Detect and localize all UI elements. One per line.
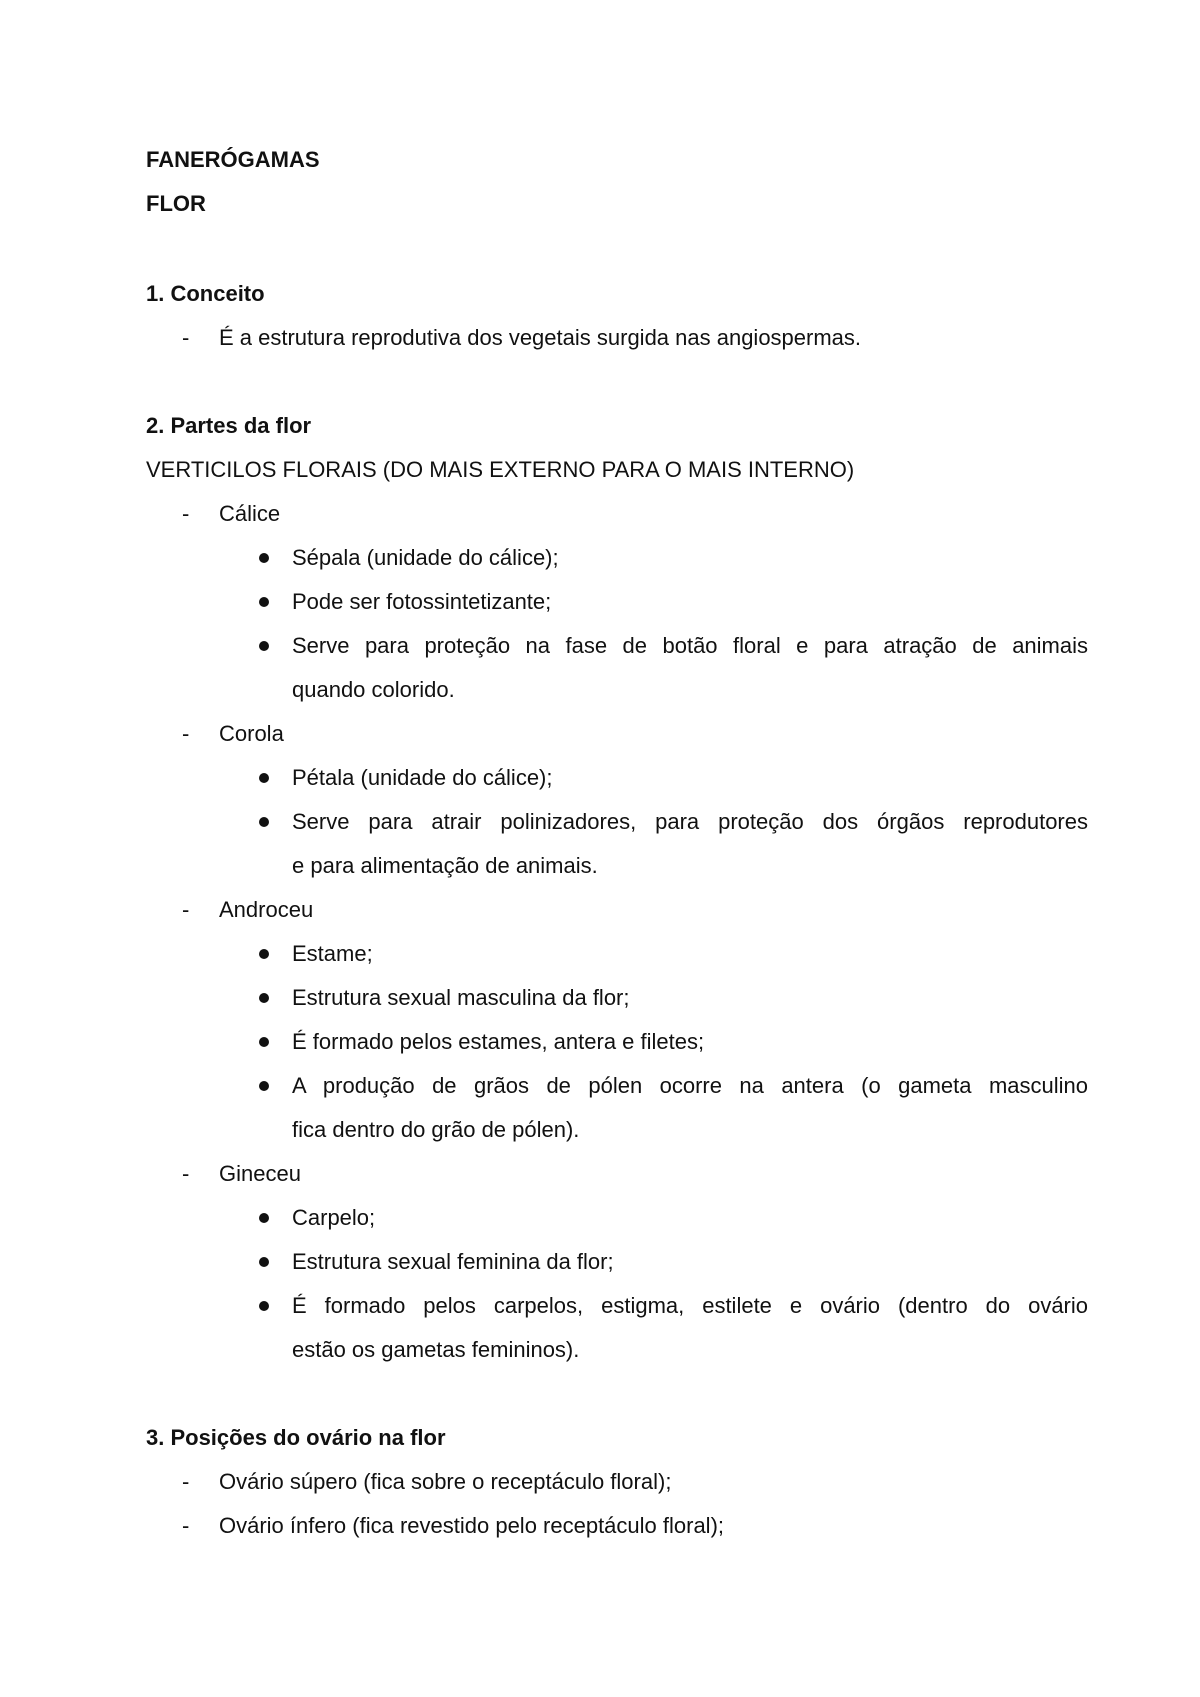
gineceu-label: Gineceu	[219, 1161, 301, 1186]
bullet-icon	[259, 1257, 269, 1267]
section-2-heading: 2. Partes da flor	[146, 413, 312, 438]
dash-marker: -	[182, 897, 190, 922]
bullet-icon	[259, 1037, 269, 1047]
corola-label: Corola	[219, 721, 284, 746]
bullet-icon	[259, 1213, 269, 1223]
bullet-icon	[259, 553, 269, 563]
corola-bullet-1: Pétala (unidade do cálice);	[292, 765, 553, 790]
androceu-bullet-4-line-1: A produção de grãos de pólen ocorre na antera (o gameta masculino	[292, 1073, 1088, 1098]
androceu-bullet-2: Estrutura sexual masculina da flor;	[292, 985, 630, 1010]
gineceu-bullet-2: Estrutura sexual feminina da flor;	[292, 1249, 614, 1274]
androceu-label: Androceu	[219, 897, 314, 922]
section-3-heading: 3. Posições do ovário na flor	[146, 1425, 446, 1450]
section-1-item: É a estrutura reprodutiva dos vegetais surgida nas angiospermas.	[219, 325, 862, 350]
bullet-icon	[259, 949, 269, 959]
bullet-icon	[259, 817, 269, 827]
calice-bullet-1: Sépala (unidade do cálice);	[292, 545, 559, 570]
bullet-icon	[259, 773, 269, 783]
calice-bullet-3-line-2: quando colorido.	[292, 677, 455, 702]
dash-marker: -	[182, 721, 190, 746]
androceu-bullet-1: Estame;	[292, 941, 373, 966]
androceu-bullet-3: É formado pelos estames, antera e filetes;	[292, 1029, 705, 1054]
bullet-icon	[259, 1081, 269, 1091]
calice-label: Cálice	[219, 501, 281, 526]
corola-bullet-2-line-1: Serve para atrair polinizadores, para proteção dos órgãos reprodutores	[292, 809, 1088, 834]
bullet-icon	[259, 993, 269, 1003]
section-1-heading: 1. Conceito	[146, 281, 265, 306]
androceu-bullet-4-line-2: fica dentro do grão de pólen).	[292, 1117, 580, 1142]
dash-marker: -	[182, 1161, 190, 1186]
bullet-icon	[259, 641, 269, 651]
calice-bullet-2: Pode ser fotossintetizante;	[292, 589, 552, 614]
section-2-intro: VERTICILOS FLORAIS (DO MAIS EXTERNO PARA O MAIS INTERNO)	[146, 457, 855, 482]
dash-marker: -	[182, 1469, 190, 1494]
dash-marker: -	[182, 325, 190, 350]
gineceu-bullet-3-line-1: É formado pelos carpelos, estigma, estilete e ovário (dentro do ovário	[292, 1293, 1088, 1318]
section-3-item-2: Ovário ínfero (fica revestido pelo receptáculo floral);	[219, 1513, 725, 1538]
dash-marker: -	[182, 1513, 190, 1538]
section-3-item-1: Ovário súpero (fica sobre o receptáculo floral);	[219, 1469, 672, 1494]
doc-subtitle: FLOR	[146, 191, 206, 216]
gineceu-bullet-1: Carpelo;	[292, 1205, 376, 1230]
bullet-icon	[259, 1301, 269, 1311]
doc-title: FANERÓGAMAS	[146, 147, 320, 172]
calice-bullet-3-line-1: Serve para proteção na fase de botão floral e para atração de animais	[292, 633, 1088, 658]
gineceu-bullet-3-line-2: estão os gametas femininos).	[292, 1337, 580, 1362]
bullet-icon	[259, 597, 269, 607]
corola-bullet-2-line-2: e para alimentação de animais.	[292, 853, 598, 878]
dash-marker: -	[182, 501, 190, 526]
